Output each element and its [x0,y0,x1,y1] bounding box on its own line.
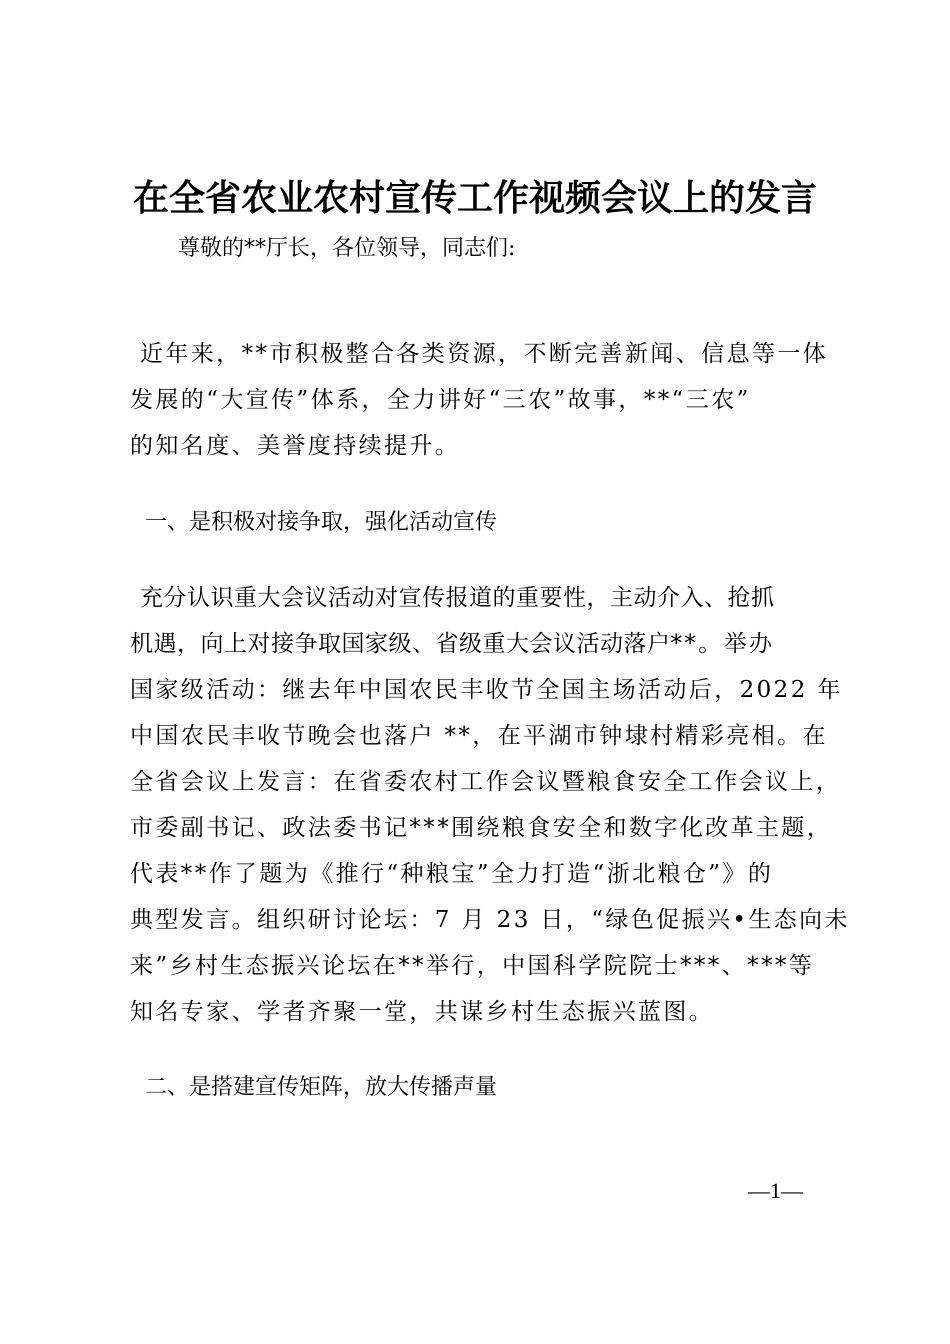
paragraph-line [130,764,841,800]
page-number: —1— [748,1178,803,1203]
emphasis-text: 充分认识重大会议活动对宣传报道的重要性，主动介入、抢抓 [140,585,775,611]
paragraph-line [130,626,775,662]
section-heading-1: 一、是积极对接争取，强化活动宣传 [145,510,498,535]
paragraph-line [130,856,773,892]
body-text: 国家级活动：继去年中国农民丰收节全国主场活动后，2022 年 [130,677,843,703]
body-text: **。举办 [670,631,775,657]
body-text: 市委副书记、政法委书记***围绕粮食安全和数字化改革主题， [130,815,833,841]
paragraph-line [130,902,850,938]
paragraph-line [130,718,828,754]
paragraph-line [140,580,775,616]
intro-line: 发展的“大宣传”体系，全力讲好“三农”故事，**“三农” [130,387,751,413]
body-text: 代表**作了题为《推行“种粮宝”全力打造“浙北粮仓”》的 [130,861,774,887]
document-title: 在全省农业农村宣传工作视频会议上的发言 [132,177,817,219]
body-text: 全省会议上发言：在省委农村工作会议暨粮食安全工作会议上， [130,769,842,795]
emphasis-text: 机遇，向上对接争取国家级、省级重大会议活动落户 [130,631,671,657]
body-text: 典型发言。组织研讨论坛：7 月 23 日，“绿色促振兴•生态向未 [130,907,850,933]
intro-line: 近年来，**市积极整合各类资源，不断完善新闻、信息等一体 [140,341,829,367]
paragraph-line [130,994,714,1030]
body-text: 中国农民丰收节晚会也落户 **，在平湖市钟埭村精彩亮相。在 [130,723,828,749]
body-text: 来”乡村生态振兴论坛在**举行，中国科学院院士***、***等 [130,953,815,979]
body-text: 知名专家、学者齐聚一堂，共谋乡村生态振兴蓝图。 [130,999,715,1025]
paragraph-line [130,948,814,984]
intro-line: 的知名度、美誉度持续提升。 [130,433,461,459]
salutation: 尊敬的**厅长，各位领导，同志们: [178,236,516,261]
paragraph-line [130,810,832,846]
section-heading-2: 二、是搭建宣传矩阵，放大传播声量 [145,1075,498,1100]
paragraph-line [130,672,843,708]
